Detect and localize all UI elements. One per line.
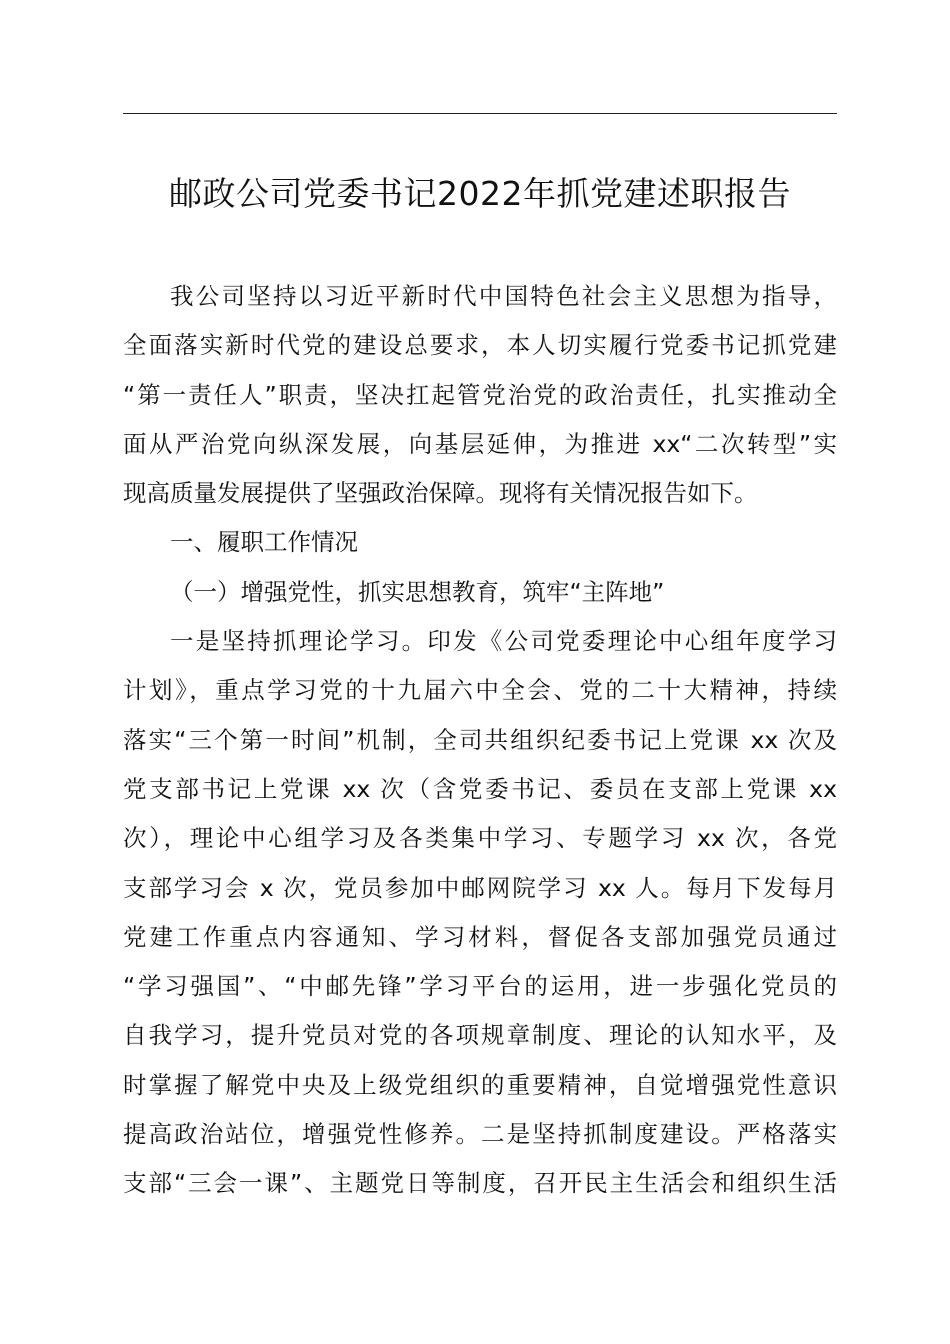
document-title: 邮政公司党委书记2022年抓党建述职报告	[169, 174, 791, 213]
text-line: 面从严治党向纵深发展，向基层延伸，为推进 xx“二次转型”实	[123, 429, 837, 458]
text-line: 现高质量发展提供了坚强政治保障。现将有关情况报告如下。	[123, 479, 758, 508]
section-heading: 一、履职工作情况	[170, 528, 358, 557]
text-line: “第一责任人”职责，坚决扛起管党治党的政治责任，扎实推动全	[123, 380, 837, 409]
subsection-heading: （一）增强党性，抓实思想教育，筑牢“主阵地”	[170, 577, 665, 606]
header-rule	[123, 113, 837, 114]
text-line: 落实“三个第一时间”机制，全司共组织纪委书记上党课 xx 次及	[123, 725, 837, 754]
text-line: “学习强国”、“中邮先锋”学习平台的运用，进一步强化党员的	[123, 972, 837, 1001]
text-line: 时掌握了解党中央及上级党组织的重要精神，自觉增强党性意识	[123, 1070, 837, 1099]
text-line: 提高政治站位，增强党性修养。二是坚持抓制度建设。严格落实	[123, 1120, 837, 1149]
text-line: 支部学习会 x 次，党员参加中邮网院学习 xx 人。每月下发每月	[123, 873, 837, 902]
text-line: 全面落实新时代党的建设总要求，本人切实履行党委书记抓党建	[123, 331, 837, 360]
text-line: 我公司坚持以习近平新时代中国特色社会主义思想为指导，	[170, 282, 837, 310]
text-line: 计划》，重点学习党的十九届六中全会、党的二十大精神，持续	[123, 676, 837, 705]
text-line: 党建工作重点内容通知、学习材料，督促各支部加强党员通过	[123, 922, 837, 951]
text-line: 支部“三会一课”、主题党日等制度，召开民主生活会和组织生活	[123, 1169, 837, 1198]
document-body	[123, 272, 837, 1209]
text-line: 自我学习，提升党员对党的各项规章制度、理论的认知水平，及	[123, 1021, 837, 1050]
text-line: 党支部书记上党课 xx 次（含党委书记、委员在支部上党课 xx	[123, 774, 837, 803]
text-line: 次），理论中心组学习及各类集中学习、专题学习 xx 次，各党	[123, 824, 837, 853]
text-line: 一是坚持抓理论学习。印发《公司党委理论中心组年度学习	[170, 627, 837, 656]
